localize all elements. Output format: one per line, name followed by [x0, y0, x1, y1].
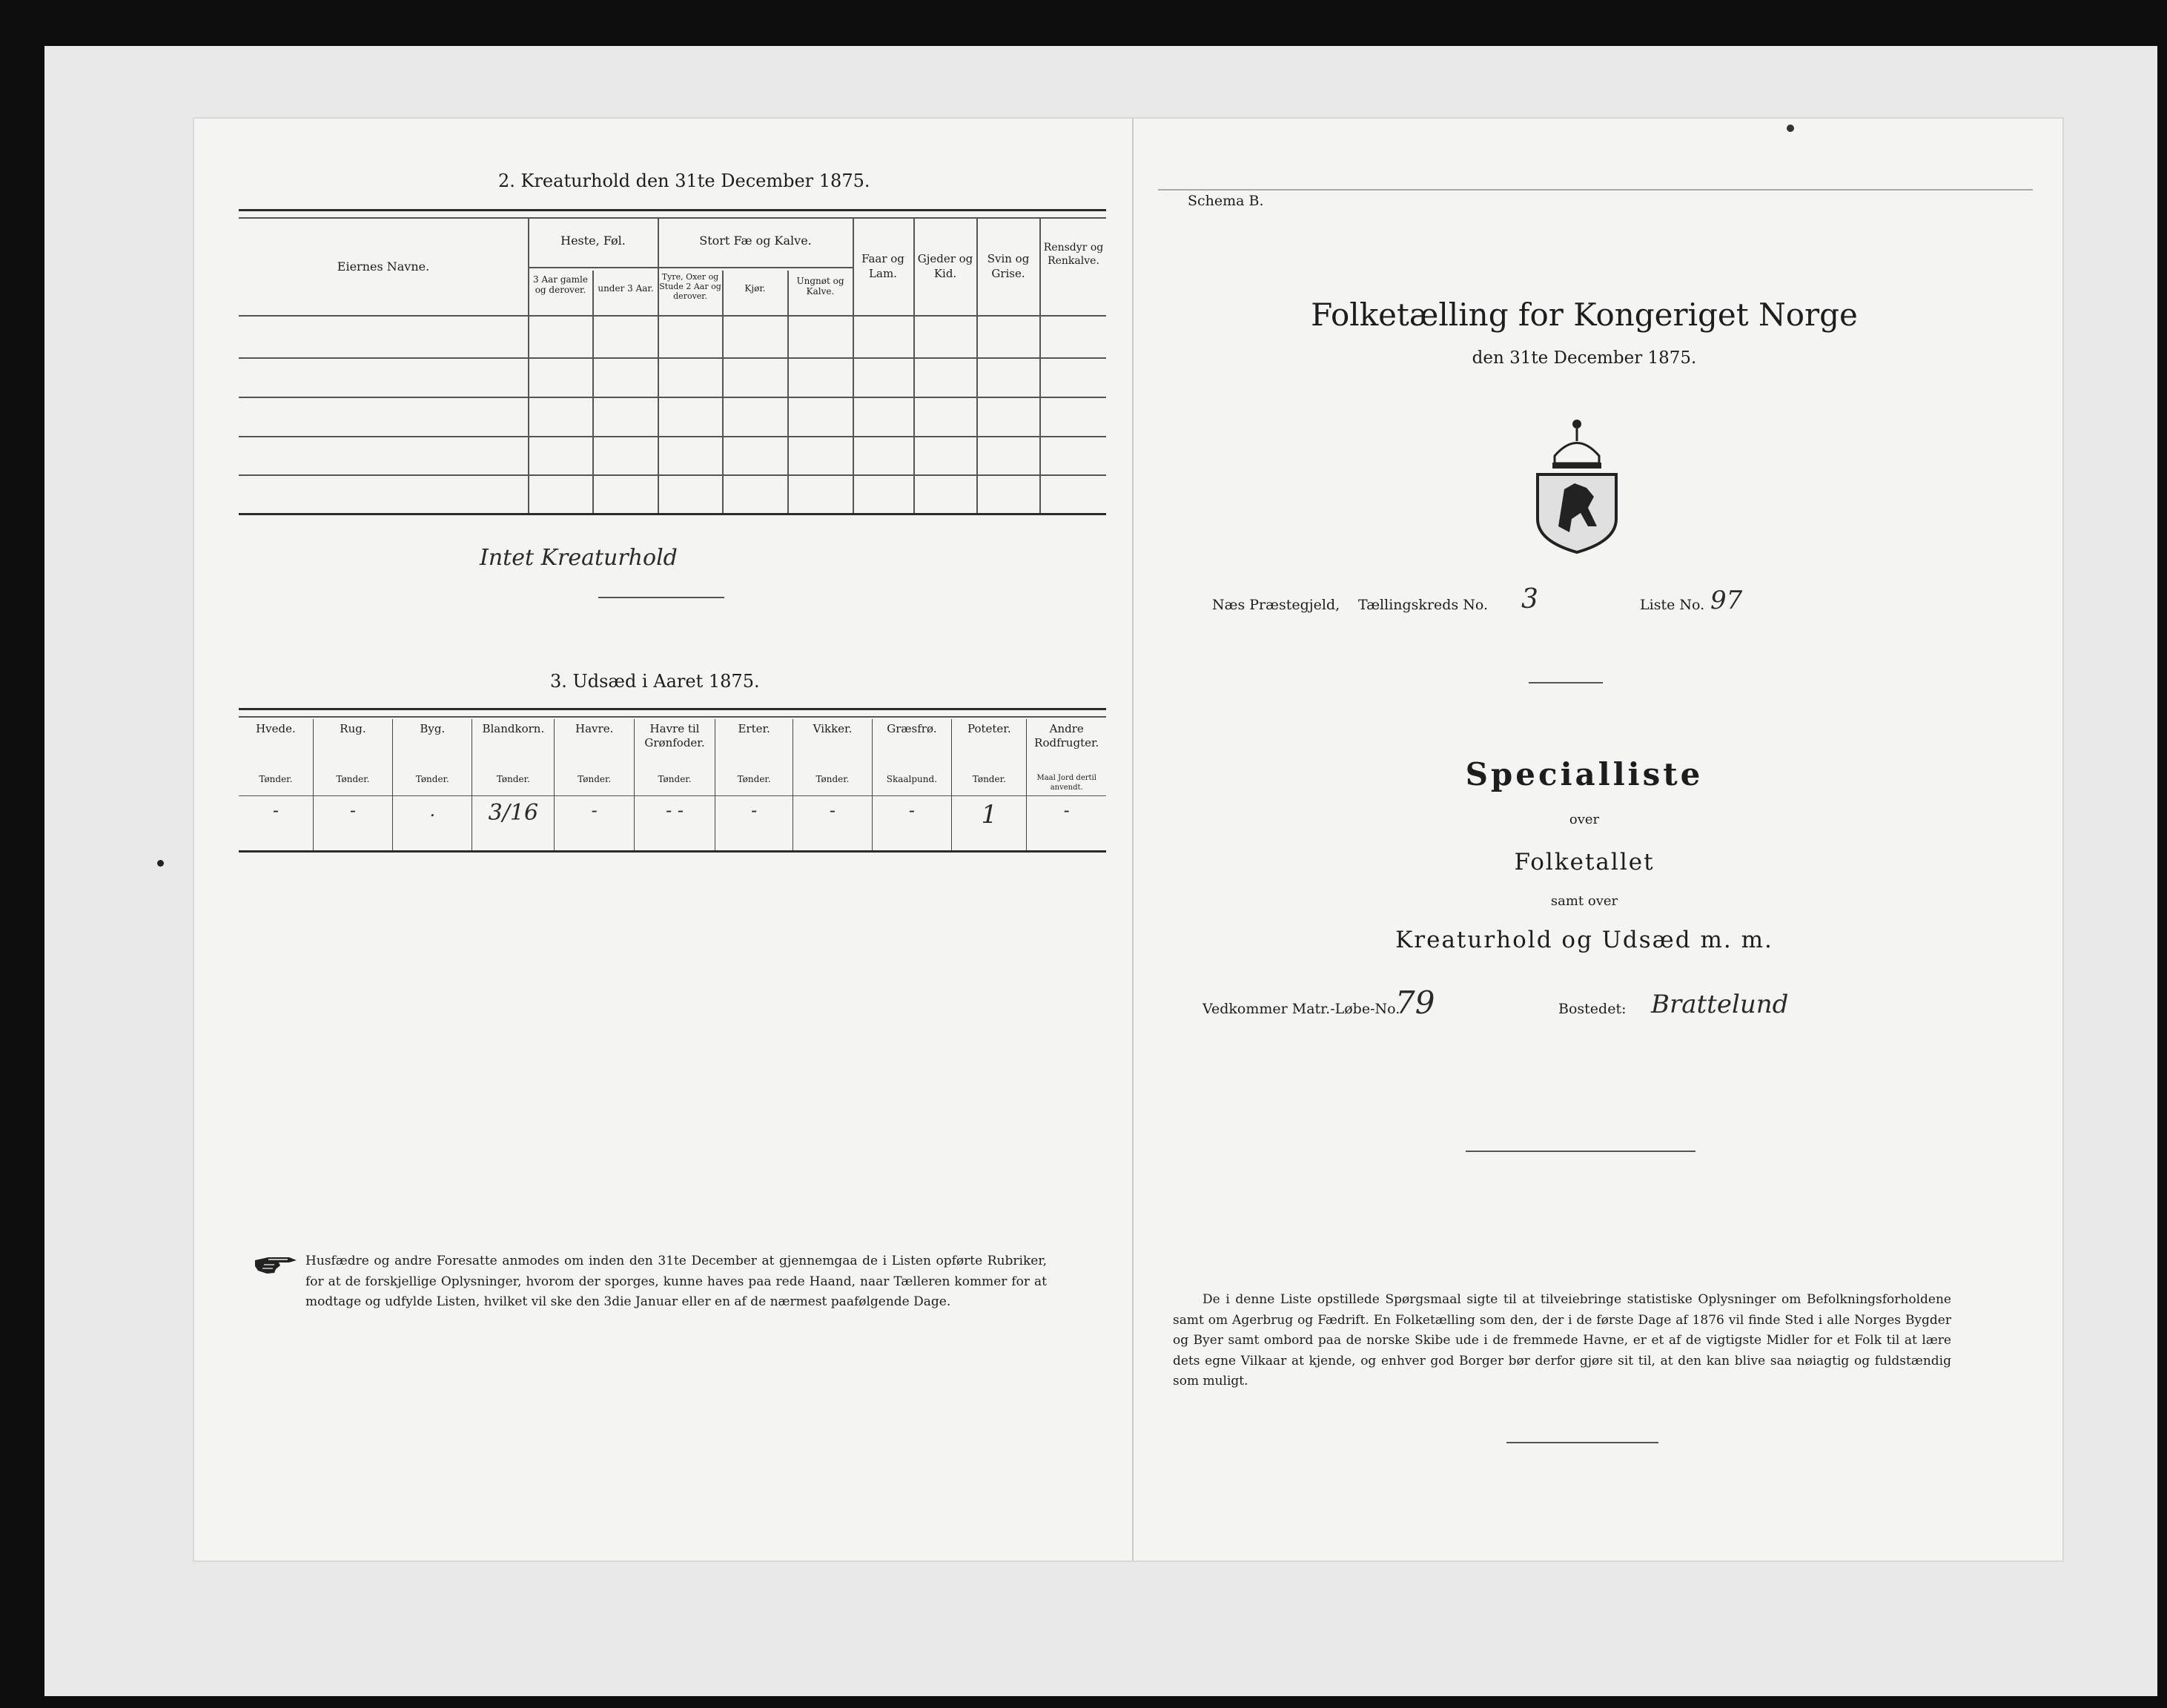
matr-value: 79 [1395, 984, 1435, 1021]
value-cell: - [793, 796, 872, 852]
census-sheet [194, 119, 2062, 1560]
list-value: 97 [1710, 586, 1743, 615]
notice-text: Husfædre og andre Foresatte anmodes om inden den 31te December at gjennemgaa de i Listen opførte Rubriker, for at de forskjellige Oplysninger, hvorom der sporges, kunne haves paa rede Haand, naar Tælleren kommer for at modtage og udfylde Listen, hvilket vil ske den 3die Januar eller en af de nærmest paafølgende Dage. [305, 1254, 1047, 1310]
pointing-hand-icon [254, 1253, 300, 1277]
col-stort-a-header: Tyre, Oxer og Stude 2 Aar og derover. [659, 272, 721, 302]
unit-cell: Skaalpund. [872, 771, 952, 796]
col-stort-header: Stort Fæ og Kalve. [699, 234, 812, 248]
value-cell: . [393, 796, 472, 852]
unit-cell: Tønder. [952, 771, 1027, 796]
main-title: Folketælling for Kongeriget Norge [1311, 297, 1858, 333]
sowing-table [239, 719, 1106, 852]
district-label: Tællingskreds No. [1358, 597, 1488, 613]
crop-cell: Blandkorn. [472, 719, 555, 771]
col-heste-b-header: under 3 Aar. [598, 283, 654, 294]
unit-cell: Tønder. [393, 771, 472, 796]
col-stort-b-header: Kjør. [744, 283, 766, 294]
ink-dot [157, 860, 164, 867]
handwritten-note: Intet Kreaturhold [480, 545, 678, 571]
divider [592, 271, 594, 515]
col-rensdyr-header: Rensdyr og Renkalve. [1043, 242, 1104, 268]
col-owner-header: Eiernes Navne. [337, 259, 430, 274]
value-cell: - [555, 796, 635, 852]
ink-dot [1787, 125, 1794, 132]
section2-bottom-rule [239, 513, 1106, 515]
unit-cell: Tønder. [635, 771, 715, 796]
section3-title: 3. Udsæd i Aaret 1875. [550, 671, 760, 692]
value-cell: - - [635, 796, 715, 852]
sowing-crop-row [239, 719, 1106, 771]
col-heste-a-header: 3 Aar gamle og derover. [533, 274, 588, 296]
short-rule [1529, 682, 1603, 683]
col-faar-header: Faar og Lam. [861, 252, 904, 280]
divider [528, 219, 529, 515]
crop-cell: Erter. [715, 719, 793, 771]
date-subtitle: den 31te December 1875. [1472, 348, 1697, 368]
page-fold [1132, 119, 1134, 1560]
crop-cell: Andre Rodfrugter. [1034, 722, 1099, 749]
col-stort-c-header: Ungnøt og Kalve. [796, 276, 844, 297]
specialliste-title: Specialliste [1465, 756, 1704, 792]
value-cell: - [1063, 800, 1070, 821]
crop-cell: Poteter. [952, 719, 1027, 771]
crop-cell: Rug. [313, 719, 392, 771]
info-paragraph: De i denne Liste opstillede Spørgsmaal sigte til at tilveiebringe statistiske Oplysninger om Befolkningsforholdene samt om Agerbrug og Fædrift. En Folketælling som den, der i de første Dage af 1876 vil finde Sted i alle Norges Bygder og Byer samt ombord paa de norske Skibe ude i de fremmede Havne, er et af de vigtigste Midler for et Folk til at lære dets egne Vilkaar at kjende, og enhver god Borger bør derfor gjøre sit til, at den kan blive saa nøiagtig og fuldstændig som muligt. [1173, 1292, 1951, 1389]
value-cell: - [715, 796, 793, 852]
folketallet-label: Folketallet [1514, 849, 1655, 875]
unit-cell: Tønder. [472, 771, 555, 796]
district-value: 3 [1521, 584, 1538, 615]
closing-rule [1506, 1442, 1658, 1443]
section3-top-rule2 [239, 716, 1106, 718]
crop-cell: Vikker. [793, 719, 872, 771]
value-cell: - [239, 796, 313, 852]
divider [658, 219, 659, 515]
col-heste-header: Heste, Føl. [560, 234, 626, 248]
bosted-label: Bostedet: [1558, 1001, 1627, 1017]
crop-cell: Havre. [555, 719, 635, 771]
row-rule [239, 397, 1106, 398]
schema-label: Schema B. [1188, 193, 1264, 209]
section3-top-rule [239, 708, 1106, 710]
row-rule [239, 474, 1106, 476]
parish-label: Næs Præstegjeld, [1212, 597, 1340, 613]
crop-cell: Havre til Grønfoder. [635, 719, 715, 771]
bleed-rule [1158, 189, 2033, 191]
over-label: over [1569, 812, 1600, 827]
crop-cell: Byg. [393, 719, 472, 771]
section2-title: 2. Kreaturhold den 31te December 1875. [498, 171, 870, 191]
separator-rule [1466, 1151, 1695, 1152]
matr-label: Vedkommer Matr.-Løbe-No. [1202, 1001, 1400, 1017]
value-cell: - [872, 796, 952, 852]
divider [722, 271, 724, 515]
col-svin-header: Svin og Grise. [987, 252, 1030, 280]
unit-cell: Tønder. [793, 771, 872, 796]
coat-of-arms-icon [1529, 415, 1625, 556]
crop-cell: Hvede. [239, 719, 313, 771]
sowing-unit-row [239, 771, 1106, 796]
samt-over-label: samt over [1550, 893, 1618, 909]
note-rule [598, 597, 724, 598]
crop-cell: Græsfrø. [872, 719, 952, 771]
unit-cell: Maal Jord dertil anvendt. [1036, 774, 1096, 792]
list-label: Liste No. [1640, 597, 1705, 613]
row-rule [239, 357, 1106, 359]
row-rule [239, 436, 1106, 437]
divider [787, 271, 789, 515]
bosted-value: Brattelund [1651, 990, 1789, 1019]
section3-bottom-rule [239, 850, 1106, 853]
unit-cell: Tønder. [313, 771, 392, 796]
unit-cell: Tønder. [555, 771, 635, 796]
unit-cell: Tønder. [239, 771, 313, 796]
sowing-value-row [239, 796, 1106, 852]
col-gjeder-header: Gjeder og Kid. [917, 252, 973, 280]
value-cell: - [313, 796, 392, 852]
value-cell: 3/16 [472, 796, 555, 852]
header-bottom-rule [239, 315, 1106, 317]
section2-top-rule [239, 209, 1106, 211]
kreaturhold-label: Kreaturhold og Udsæd m. m. [1395, 927, 1773, 953]
unit-cell: Tønder. [715, 771, 793, 796]
group-rule [528, 267, 853, 268]
value-cell: 1 [952, 796, 1027, 852]
